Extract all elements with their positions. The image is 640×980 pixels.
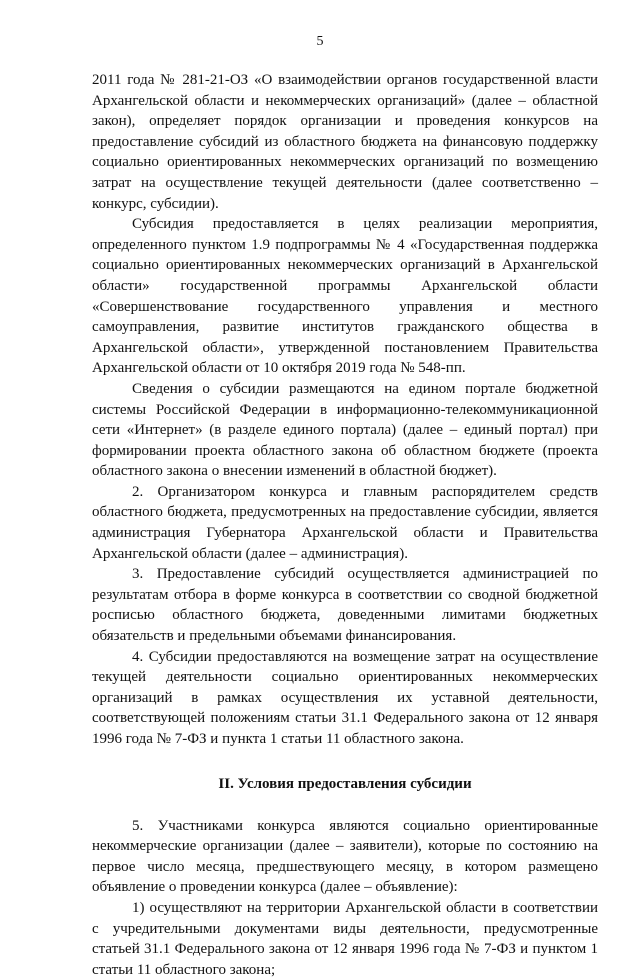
document-body: [92, 70, 598, 980]
section-heading: II. Условия предоставления субсидии: [218, 775, 472, 792]
paragraph-subsidy-info: Сведения о субсидии размещаются на едином портале бюджетной системы Российской Федерации в информационно-телекоммуникационной сети «Интернет» (в разделе единого портала) (далее – единый портал) при формировании проекта областного закона об областном бюджете (проекта областного закона о внесении изменений в областной бюджет).: [92, 380, 598, 480]
page-number: 5: [316, 34, 324, 49]
paragraph-subitem-1: 1) осуществляют на территории Архангельской области в соответствии с учредительными документами виды деятельности, предусмотренные статьей 31.1 Федерального закона от 12 января 1996 года № 7-ФЗ и пунктом 1 статьи 11 областного закона;: [92, 899, 598, 978]
paragraph-subsidy-purpose: Субсидия предоставляется в целях реализации мероприятия, определенного пунктом 1.9 подпрограммы № 4 «Государственная поддержка социально ориентированных некоммерческих организаций в Архангельской области» государственной программы Архангельской области «Совершенствование государственного управления и местного самоуправления, развитие институтов гражданского общества в Архангельской области», утвержденной постановлением Правительства Архангельской области от 10 октября 2019 года № 548-пп.: [92, 216, 598, 377]
paragraph-item-5: 5. Участниками конкурса являются социально ориентированные некоммерческие организации (далее – заявители), которые по состоянию на первое число месяца, предшествующего месяцу, в котором размещено объявление о проведении конкурса (далее – объявление):: [92, 817, 598, 896]
paragraph-continuation: 2011 года № 281-21-ОЗ «О взаимодействии органов государственной власти Архангельской области и некоммерческих организаций» (далее – областной закон), определяет порядок организации и проведения конкурсов на предоставление субсидий из областного бюджета на финансовую поддержку социально ориентированных некоммерческих организаций по возмещению затрат на осуществление текущей деятельности (далее соответственно – конкурс, субсидии).: [92, 72, 598, 212]
paragraph-item-2: 2. Организатором конкурса и главным распорядителем средств областного бюджета, предусмотренных на предоставление субсидии, является администрация Губернатора Архангельской области и Правительства Архангельской области (далее – администрация).: [92, 483, 598, 562]
paragraph-item-4: 4. Субсидии предоставляются на возмещение затрат на осуществление текущей деятельности социально ориентированных некоммерческих организаций в рамках осуществления их уставной деятельности, соответствующей положениям статьи 31.1 Федерального закона от 12 января 1996 года № 7-ФЗ и пункта 1 статьи 11 областного закона.: [92, 648, 598, 747]
paragraph-item-3: 3. Предоставление субсидий осуществляется администрацией по результатам отбора в форме конкурса в соответствии со сводной бюджетной росписью областного бюджета, доведенными лимитами бюджетных обязательств и предельными объемами финансирования.: [92, 566, 598, 645]
